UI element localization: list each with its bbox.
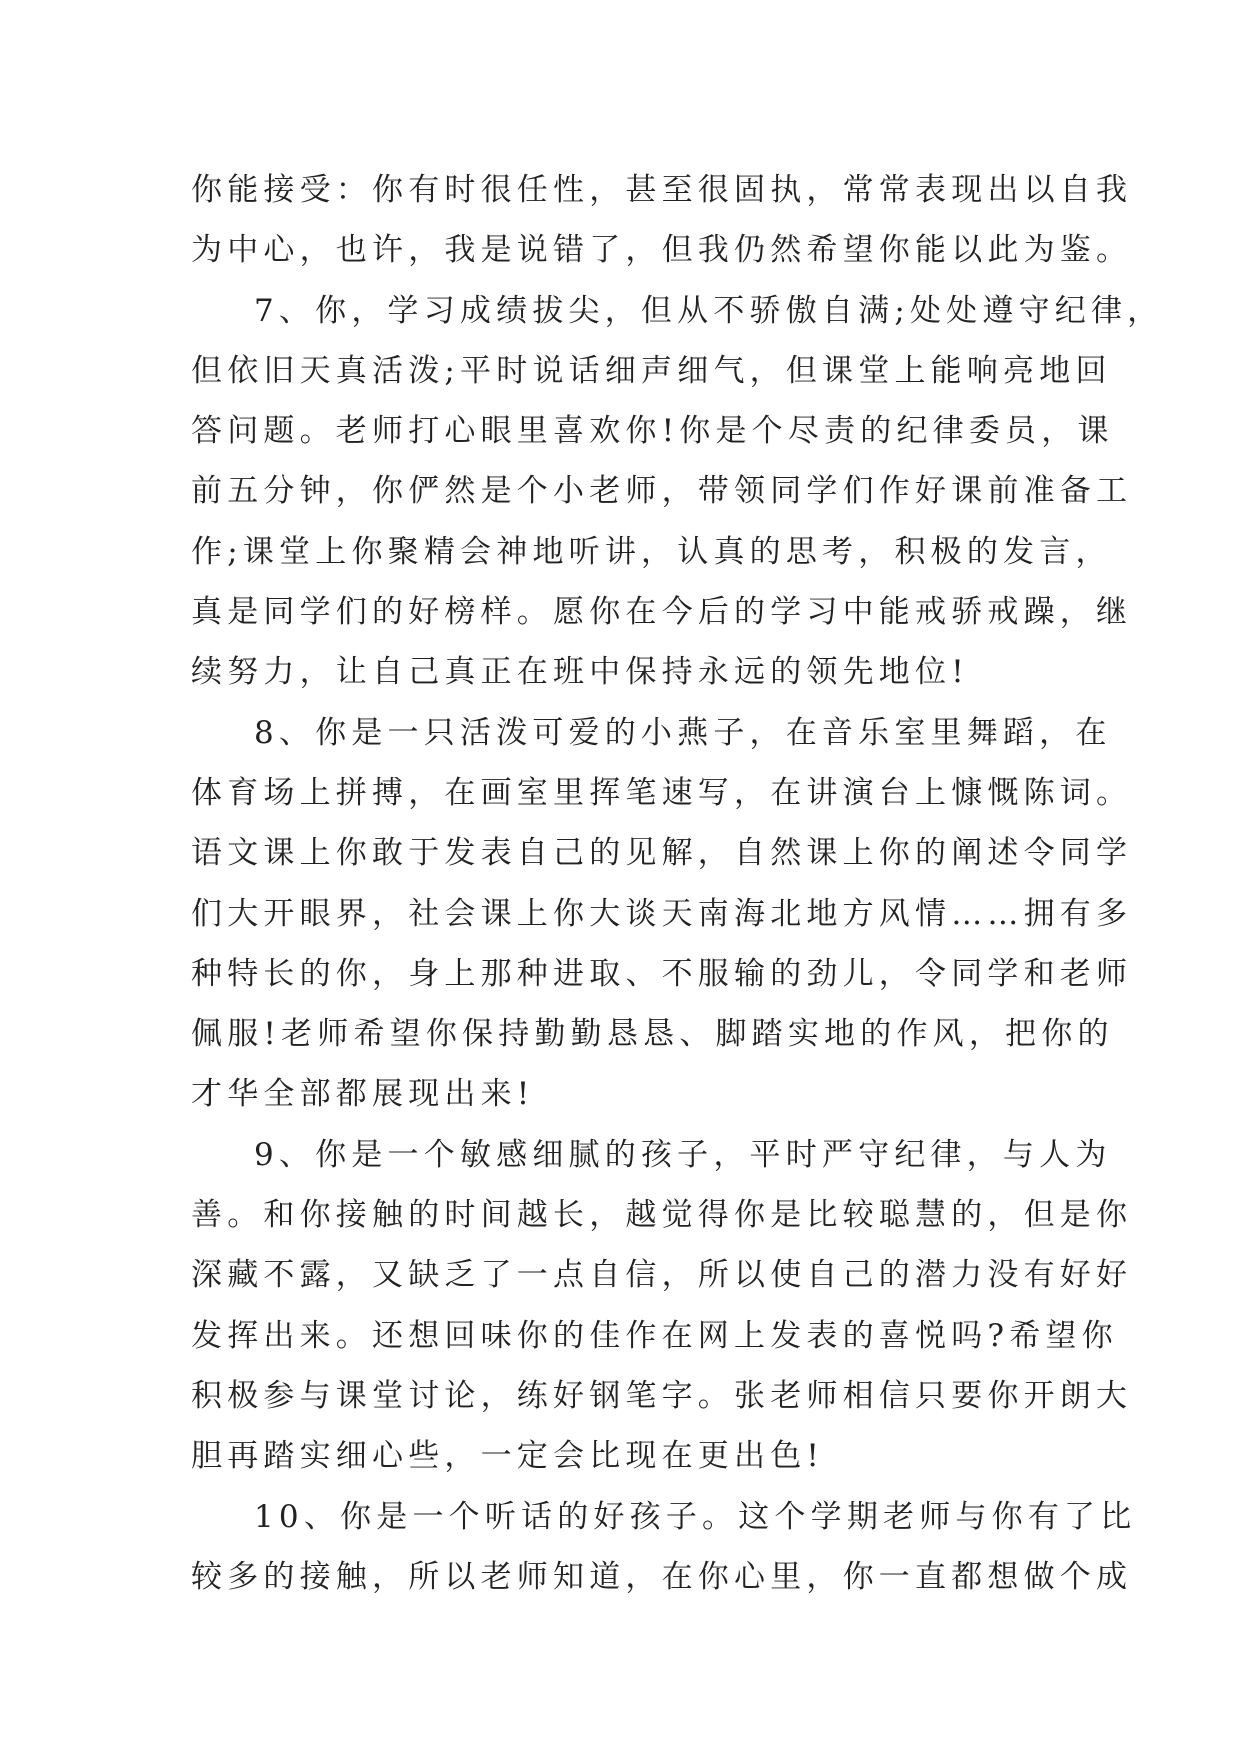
paragraph-10-start: 10、你是一个听话的好孩子。这个学期老师与你有了比	[254, 1498, 1137, 1535]
text-line: 为中心，也许，我是说错了，但我仍然希望你能以此为鉴。	[191, 232, 1133, 269]
text-line: 积极参与课堂讨论，练好钢笔字。张老师相信只要你开朗大	[191, 1377, 1133, 1414]
text-line: 善。和你接触的时间越长，越觉得你是比较聪慧的，但是你	[191, 1197, 1133, 1234]
text-line: 前五分钟，你俨然是个小老师，带领同学们作好课前准备工	[191, 473, 1133, 510]
text-line: 真是同学们的好榜样。愿你在今后的学习中能戒骄戒躁，继	[191, 594, 1133, 631]
text-line: 深藏不露，又缺乏了一点自信，所以使自己的潜力没有好好	[191, 1257, 1133, 1294]
body-text	[191, 160, 1164, 1607]
text-line: 发挥出来。还想回味你的佳作在网上发表的喜悦吗?希望你	[191, 1317, 1118, 1354]
text-line: 佩服!老师希望你保持勤勤恳恳、脚踏实地的作风，把你的	[191, 1016, 1114, 1053]
text-line: 但依旧天真活泼;平时说话细声细气，但课堂上能响亮地回	[191, 352, 1112, 389]
text-line: 胆再踏实细心些，一定会比现在更出色!	[191, 1438, 825, 1475]
text-line: 种特长的你，身上那种进取、不服输的劲儿，令同学和老师	[191, 955, 1133, 992]
text-line: 语文课上你敢于发表自己的见解，自然课上你的阐述令同学	[191, 835, 1133, 872]
text-line: 才华全部都展现出来!	[191, 1076, 535, 1113]
text-line: 续努力，让自己真正在班中保持永远的领先地位!	[191, 654, 969, 691]
text-line: 作;课堂上你聚精会神地听讲，认真的思考，积极的发言，	[191, 533, 1112, 570]
paragraph-7-start: 7、你，学习成绩拔尖，但从不骄傲自满;处处遵守纪律，	[254, 292, 1164, 329]
text-line: 们大开眼界，社会课上你大谈天南海北地方风情……拥有多	[191, 895, 1133, 932]
paragraph-8-start: 8、你是一只活泼可爱的小燕子，在音乐室里舞蹈，在	[254, 714, 1112, 751]
text-line: 答问题。老师打心眼里喜欢你!你是个尽责的纪律委员，课	[191, 413, 1114, 450]
text-line: 你能接受：你有时很任性，甚至很固执，常常表现出以自我	[191, 172, 1133, 208]
text-line: 体育场上拼搏，在画室里挥笔速写，在讲演台上慷慨陈词。	[191, 774, 1133, 811]
text-line: 较多的接触，所以老师知道，在你心里，你一直都想做个成	[191, 1558, 1133, 1595]
paragraph-9-start: 9、你是一个敏感细腻的孩子，平时严守纪律，与人为	[254, 1136, 1112, 1173]
